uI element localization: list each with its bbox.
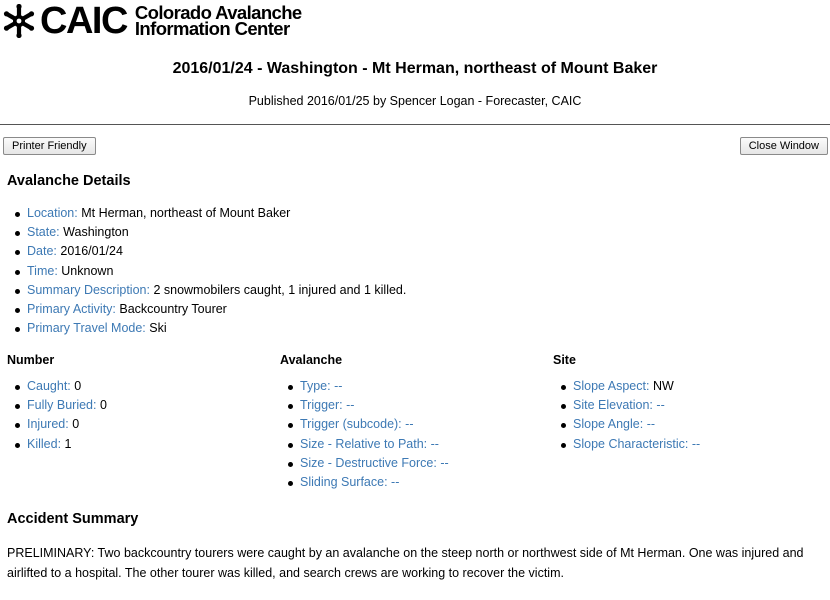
site-value: -- bbox=[646, 417, 656, 432]
detail-location bbox=[7, 204, 406, 223]
site-label: Slope Characteristic: bbox=[573, 436, 689, 451]
site-elevation bbox=[553, 396, 700, 415]
avalanche-value: -- bbox=[405, 417, 414, 432]
detail-label: Date: bbox=[27, 244, 57, 259]
avalanche-label: Size - Destructive Force: bbox=[300, 455, 437, 470]
avalanche-trigger-subcode bbox=[280, 415, 449, 434]
avalanche-value: -- bbox=[440, 455, 449, 470]
detail-value: Mt Herman, northeast of Mount Baker bbox=[81, 206, 291, 220]
number-caught bbox=[7, 377, 107, 396]
site-label: Slope Aspect: bbox=[573, 379, 650, 393]
detail-value: 2 snowmobilers caught, 1 injured and 1 killed. bbox=[153, 282, 407, 297]
site-slope-aspect bbox=[553, 377, 700, 396]
detail-value: Washington bbox=[63, 225, 129, 240]
avalanche-heading: Avalanche bbox=[280, 353, 343, 367]
snowflake-logo-icon bbox=[2, 4, 36, 38]
detail-state bbox=[7, 223, 406, 242]
site-value: -- bbox=[691, 436, 701, 451]
number-label: Fully Buried: bbox=[27, 398, 97, 413]
avalanche-size-destructive bbox=[280, 454, 449, 473]
number-fully-buried bbox=[7, 396, 107, 415]
detail-label: Time: bbox=[27, 263, 58, 278]
detail-label: Summary Description: bbox=[27, 282, 150, 297]
detail-date bbox=[7, 242, 406, 261]
caic-logo bbox=[2, 0, 302, 42]
avalanche-label: Sliding Surface: bbox=[300, 474, 388, 489]
avalanche-label: Type: bbox=[300, 379, 331, 393]
accident-summary-text: PRELIMINARY: Two backcountry tourers were caught by an avalanche on the steep north or northwest side of Mt Herman. One was injured and airlifted to a hospital. The other tourer was killed, and search crews are working to recover the victim. bbox=[7, 546, 804, 580]
detail-value: Ski bbox=[149, 321, 167, 336]
site-list bbox=[553, 377, 700, 454]
number-value: 0 bbox=[72, 417, 80, 432]
accident-summary-heading: Accident Summary bbox=[7, 511, 139, 527]
detail-time bbox=[7, 262, 406, 281]
avalanche-value: -- bbox=[430, 436, 439, 451]
published-byline: Published 2016/01/25 by Spencer Logan - Forecaster, CAIC bbox=[248, 94, 582, 108]
number-value: 1 bbox=[64, 436, 72, 451]
number-list bbox=[7, 377, 107, 454]
logo-wordmark: CAIC bbox=[40, 0, 127, 42]
avalanche-value: -- bbox=[346, 398, 355, 413]
avalanche-size-relative bbox=[280, 435, 449, 454]
avalanche-label: Size - Relative to Path: bbox=[300, 436, 428, 451]
avalanche-list bbox=[280, 377, 449, 492]
close-window-button[interactable]: Close Window bbox=[740, 137, 828, 155]
avalanche-value: -- bbox=[334, 379, 343, 393]
avalanche-details-list bbox=[7, 204, 406, 338]
detail-label: Location: bbox=[27, 206, 78, 220]
page-title: 2016/01/24 - Washington - Mt Herman, northeast of Mount Baker bbox=[172, 60, 658, 77]
printer-friendly-button[interactable]: Printer Friendly bbox=[3, 137, 96, 155]
number-killed bbox=[7, 435, 107, 454]
logo-name-line1: Colorado Avalanche bbox=[134, 2, 302, 23]
site-value: -- bbox=[656, 398, 665, 413]
site-value: NW bbox=[652, 379, 674, 393]
logo-name-line2: Information Center bbox=[134, 18, 290, 39]
avalanche-sliding-surface bbox=[280, 473, 449, 492]
avalanche-label: Trigger (subcode): bbox=[300, 417, 402, 432]
detail-value: 2016/01/24 bbox=[60, 244, 123, 259]
site-label: Slope Angle: bbox=[573, 417, 644, 432]
number-injured bbox=[7, 415, 107, 434]
avalanche-value: -- bbox=[391, 474, 400, 489]
detail-value: Unknown bbox=[61, 263, 114, 278]
number-label: Caught: bbox=[27, 379, 71, 393]
detail-label: Primary Activity: bbox=[27, 301, 116, 316]
page-header bbox=[0, 0, 830, 125]
detail-primary-activity bbox=[7, 300, 406, 319]
avalanche-label: Trigger: bbox=[300, 398, 343, 413]
number-label: Injured: bbox=[27, 417, 69, 432]
detail-primary-travel-mode bbox=[7, 319, 406, 338]
site-label: Site Elevation: bbox=[573, 398, 653, 413]
detail-summary-description bbox=[7, 281, 406, 300]
number-heading: Number bbox=[7, 353, 55, 367]
avalanche-trigger bbox=[280, 396, 449, 415]
detail-label: State: bbox=[27, 225, 60, 240]
number-value: 0 bbox=[99, 398, 107, 413]
detail-value: Backcountry Tourer bbox=[119, 301, 227, 316]
number-label: Killed: bbox=[27, 436, 62, 451]
avalanche-type bbox=[280, 377, 449, 396]
avalanche-details-heading: Avalanche Details bbox=[7, 173, 131, 189]
site-heading: Site bbox=[553, 353, 576, 367]
detail-label: Primary Travel Mode: bbox=[27, 321, 146, 336]
number-value: 0 bbox=[74, 379, 82, 393]
site-slope-angle bbox=[553, 415, 700, 434]
site-slope-characteristic bbox=[553, 435, 700, 454]
logo-organization-name bbox=[134, 2, 302, 39]
